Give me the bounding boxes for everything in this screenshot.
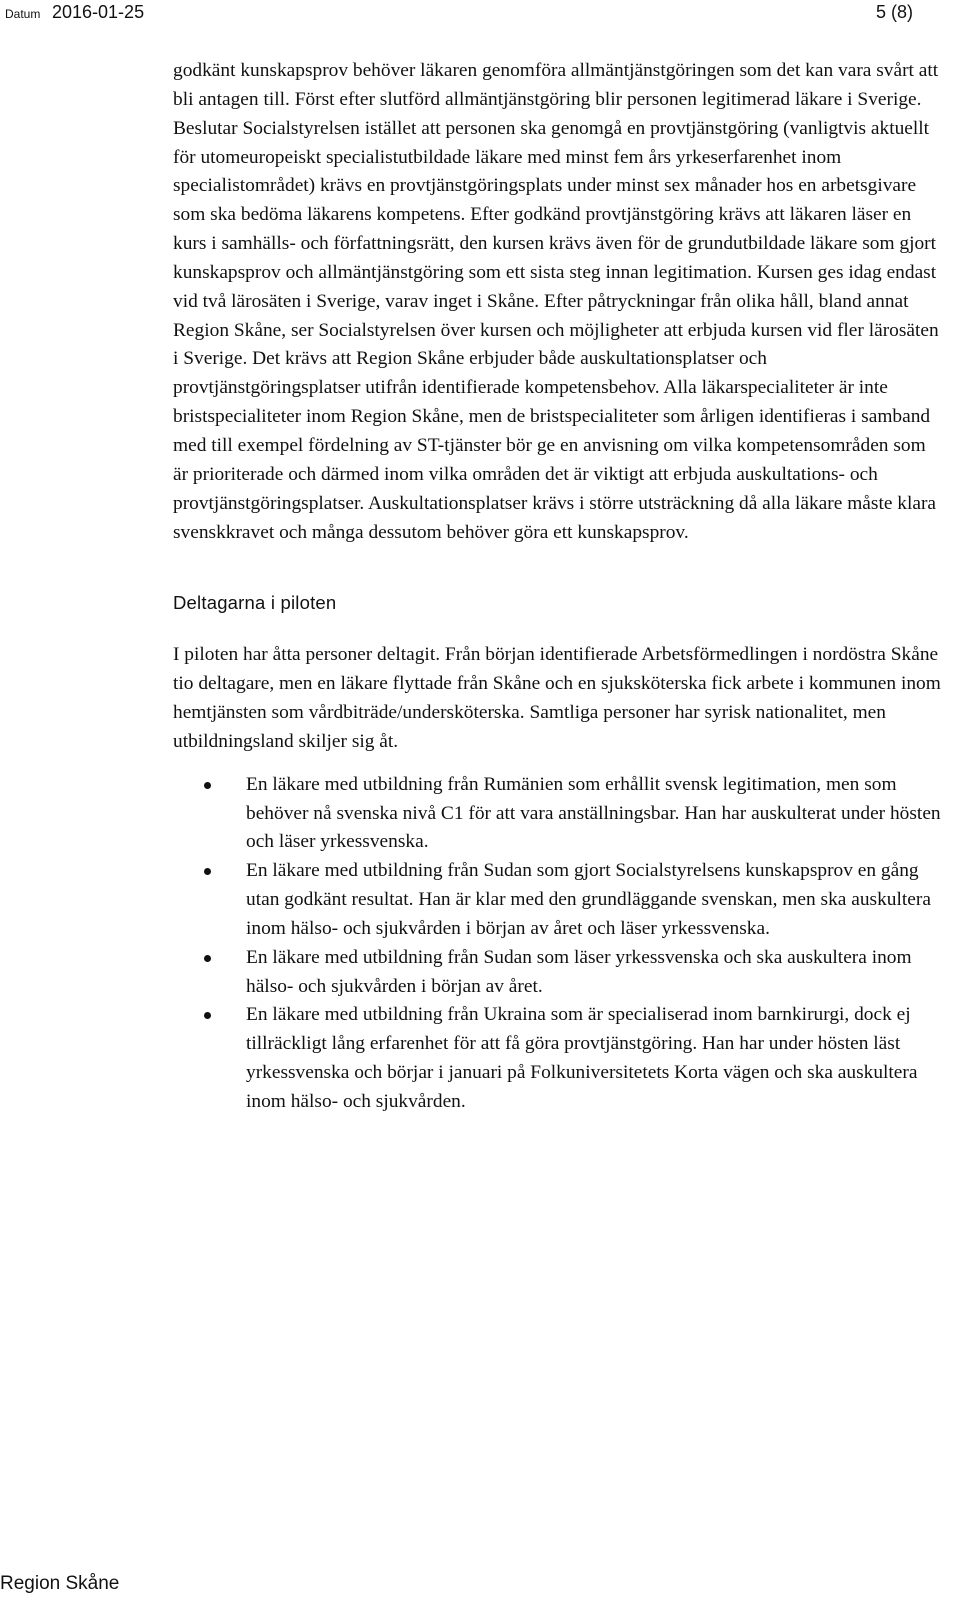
list-item-text: En läkare med utbildning från Sudan som läser yrkessvenska och ska auskultera inom hälso- och sjukvården i början av året. [246,946,912,997]
date-label: Datum [5,7,41,21]
bullet-icon [204,782,211,789]
bullet-icon [204,955,211,962]
bullet-icon [204,1012,211,1019]
bullet-icon [204,868,211,875]
section-heading: Deltagarna i piloten [173,592,337,614]
list-item-text: En läkare med utbildning från Ukraina som är specialiserad inom barnkirurgi, dock ej tillräckligt lång erfarenhet för att få göra provtjänstgöring. Han har under hösten läst yrkessvenska och börjar i januari på Folkuniversitetets Korta vägen och ska auskultera inom hälso- och sjukvården. [246,1004,918,1112]
page-header [0,0,960,26]
page-footer: Region Skåne [0,1573,120,1594]
document-date: 2016-01-25 [52,2,145,22]
document-body [173,57,943,1117]
list-item-text: En läkare med utbildning från Rumänien som erhållit svensk legitimation, men som behöver nå svenska nivå C1 för att vara anställningsbar. Han har auskulterat under hösten och läser yrkessvenska. [246,773,941,853]
page-number: 5 (8) [875,2,913,22]
body-paragraph-1: godkänt kunskapsprov behöver läkaren genomföra allmäntjänstgöringen som det kan vara svårt att bli antagen till. Först efter slutförd allmäntjänstgöring blir personen legitimerad läkare i Sverige. Beslutar Socialstyrelsen istället att personen ska genomgå en provtjänstgöring (vanligtvis aktuellt för utomeuropeiskt specialistutbildade läkare med minst fem års yrkeserfarenhet inom specialistområdet) krävs en provtjänstgöringsplats under minst sex månader hos en arbetsgivare som ska bedöma läkarens kompetens. Efter godkänd provtjänstgöring krävs att läkaren läser en kurs i samhälls- och författningsrätt, den kursen krävs även för de grundutbildade läkare som gjort kunskapsprov och allmäntjänstgöring som ett sista steg innan legitimation. Kursen ges idag endast vid två lärosäten i Sverige, varav inget i Skåne. Efter påtryckningar från olika håll, bland annat Region Skåne, ser Socialstyrelsen över kursen och möjligheter att erbjuda kursen vid fler lärosäten i Sverige. Det krävs att Region Skåne erbjuder både auskultationsplatser och provtjänstgöringsplatser utifrån identifierade kompetensbehov. Alla läkarspecialiteter är inte bristspecialiteter inom Region Skåne, men de bristspecialiteter som årligen identifieras i samband med till exempel fördelning av ST-tjänster bör ge en anvisning om vilka kompetensområden som är prioriterade och därmed inom vilka områden det är viktigt att erbjuda auskultations- och provtjänstgöringsplatser. Auskultationsplatser krävs i större utsträckning då alla läkare måste klara svenskkravet och många dessutom behöver göra ett kunskapsprov. [173,60,939,543]
list-item [171,1001,943,1116]
list-item [171,944,943,1002]
body-paragraph-2: I piloten har åtta personer deltagit. Från början identifierade Arbetsförmedlingen i nordöstra Skåne tio deltagare, men en läkare flyttade från Skåne och en sjuksköterska fick arbete i kommunen inom hemtjänsten som vårdbiträde/undersköterska. Samtliga personer har syrisk nationalitet, men utbildningsland skiljer sig åt. [173,644,941,752]
participant-list [173,771,943,1117]
list-item-text: En läkare med utbildning från Sudan som gjort Socialstyrelsens kunskapsprov en gång utan godkänt resultat. Han är klar med den grundläggande svenskan, men ska auskultera inom hälso- och sjukvården i början av året och läser yrkessvenska. [246,860,931,939]
list-item [171,857,943,944]
list-item [171,771,943,858]
